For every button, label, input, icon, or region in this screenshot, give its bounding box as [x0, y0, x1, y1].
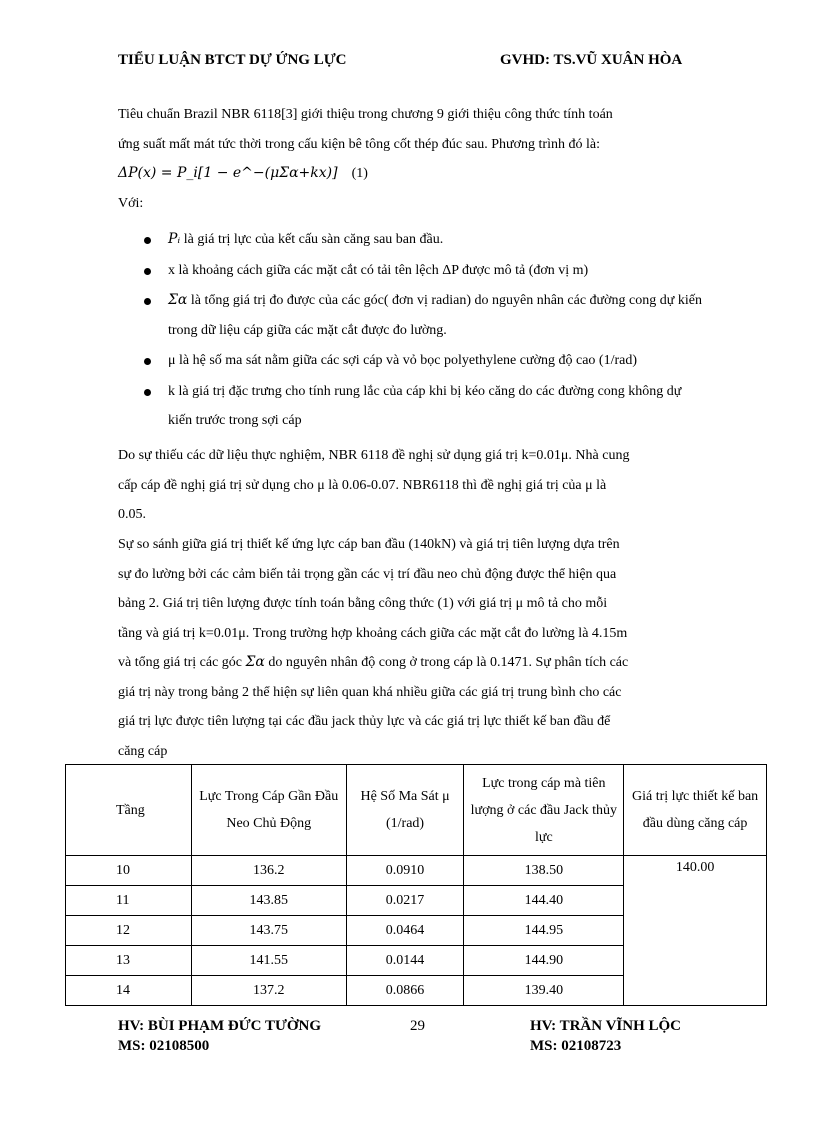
list-item: [118, 377, 708, 436]
para2-line-2: cấp cáp đề nghị giá trị sử dụng cho μ là 0.06-0.07. NBR6118 thì đề nghị giá trị của μ là: [118, 477, 607, 493]
para3-line-7: giá trị lực được tiên lượng tại các đầu jack thủy lực và các giá trị lực thiết kế ban đầu để: [118, 714, 611, 729]
paragraph-2: [118, 441, 708, 530]
cell-force-anchor: 137.2: [191, 976, 346, 1006]
cell-force-anchor: 136.2: [191, 856, 346, 886]
definition-text: là giá trị lực của kết cấu sàn căng sau ban đầu.: [180, 232, 444, 247]
footer-author-1: HV: BÙI PHẠM ĐỨC TƯỜNG: [118, 1018, 322, 1034]
cell-force-anchor: 143.75: [191, 916, 346, 946]
list-item: [118, 346, 708, 376]
column-header: Hệ Số Ma Sát μ (1/rad): [346, 765, 464, 856]
column-header: Giá trị lực thiết kế ban đầu dùng căng cáp: [624, 765, 767, 856]
definition-text: μ là hệ số ma sát nằm giữa các sợi cáp và vỏ bọc polyethylene cường độ cao (1/rad): [168, 353, 637, 368]
table-row: [66, 856, 767, 886]
cell-force-jack: 144.90: [464, 946, 624, 976]
definition-list: [118, 225, 708, 437]
para3-line-5a: và tổng giá trị các góc: [118, 655, 246, 670]
footer-right: [530, 1016, 681, 1056]
cell-force-anchor: 141.55: [191, 946, 346, 976]
table-header-row: [66, 765, 767, 856]
column-header: Lực trong cáp mà tiên lượng ở các đầu Jack thủy lực: [464, 765, 624, 856]
list-item: [118, 286, 708, 345]
bullet-icon: [144, 389, 151, 396]
para3-line-8: căng cáp: [118, 743, 168, 759]
cell-friction: 0.0866: [346, 976, 464, 1006]
column-header: Lực Trong Cáp Gần Đầu Neo Chủ Động: [191, 765, 346, 856]
cell-force-jack: 138.50: [464, 856, 624, 886]
bullet-icon: [144, 237, 151, 244]
cell-friction: 0.0910: [346, 856, 464, 886]
column-header: Tầng: [66, 765, 192, 856]
cell-friction: 0.0144: [346, 946, 464, 976]
header-title: TIỂU LUẬN BTCT DỰ ỨNG LỰC: [118, 52, 347, 68]
cell-floor: 10: [66, 856, 192, 886]
paragraph-3: [118, 530, 708, 766]
bullet-icon: [144, 298, 151, 305]
para3-line-5b: do nguyên nhân độ cong ở trong cáp là 0.1471. Sự phân tích các: [264, 655, 629, 670]
footer-id-2: MS: 02108723: [530, 1038, 622, 1054]
cell-floor: 11: [66, 886, 192, 916]
formula-line: [118, 159, 708, 189]
para3-line-5: [118, 648, 708, 678]
intro-line-2: ứng suất mất mát tức thời trong cấu kiện bê tông cốt thép đúc sau. Phương trình đó là:: [118, 136, 600, 152]
cell-force-jack: 144.95: [464, 916, 624, 946]
para3-line-2: sự đo lường bởi các cảm biến tải trọng gần các vị trí đầu neo chủ động được thể hiện qua: [118, 566, 617, 582]
force-table: [65, 764, 767, 1006]
para3-line-1: Sự so sánh giữa giá trị thiết kế ứng lực cáp ban đầu (140kN) và giá trị tiên lượng dựa trên: [118, 537, 620, 552]
cell-friction: 0.0464: [346, 916, 464, 946]
bullet-icon: [144, 358, 151, 365]
list-item: [118, 225, 708, 255]
symbol: Σα: [245, 654, 265, 670]
cell-force-jack: 139.40: [464, 976, 624, 1006]
with-label: Với:: [118, 195, 144, 211]
definition-text: k là giá trị đặc trưng cho tính rung lắc của cáp khi bị kéo căng do các đường cong không dự kiến trước trong sợi cáp: [168, 383, 682, 428]
cell-friction: 0.0217: [346, 886, 464, 916]
cell-floor: 14: [66, 976, 192, 1006]
list-item: [118, 256, 708, 286]
cell-force-jack: 144.40: [464, 886, 624, 916]
cell-design-value: 140.00: [624, 856, 767, 1006]
footer-id-1: MS: 02108500: [118, 1038, 210, 1054]
para3-line-6: giá trị này trong bảng 2 thể hiện sự liên quan khá nhiều giữa các giá trị trung bình cho các: [118, 684, 622, 700]
header-advisor: GVHD: TS.VŨ XUÂN HÒA: [500, 52, 683, 68]
para3-line-3: bảng 2. Giá trị tiên lượng được tính toán bằng công thức (1) với giá trị μ mô tả cho mỗi: [118, 596, 608, 611]
footer-left: [118, 1016, 321, 1056]
para3-line-4: tầng và giá trị k=0.01μ. Trong trường hợp khoảng cách giữa các mặt cắt đo lường là 4.15m: [118, 625, 628, 641]
formula-number: (1): [351, 166, 368, 181]
para2-line-1: Do sự thiếu các dữ liệu thực nghiệm, NBR 6118 đề nghị sử dụng giá trị k=0.01μ. Nhà cung: [118, 448, 630, 463]
cell-floor: 13: [66, 946, 192, 976]
footer-author-2: HV: TRẦN VĨNH LỘC: [530, 1018, 682, 1034]
formula: ΔP(x) = P_i[1 − e^−(μΣα+kx)]: [118, 165, 338, 181]
definition-text: là tổng giá trị đo được của các góc( đơn vị radian) do nguyên nhân các đường cong dự kiến trong dữ liệu cáp giữa các mặt cắt được đo lường.: [168, 293, 702, 338]
definition-text: x là khoảng cách giữa các mặt cắt có tải tên lệch ΔP được mô tả (đơn vị m): [168, 262, 589, 278]
cell-floor: 12: [66, 916, 192, 946]
symbol: Σα: [168, 292, 188, 308]
page-number: 29: [410, 1018, 425, 1034]
intro-paragraph: [118, 100, 708, 218]
symbol: Pᵢ: [168, 231, 181, 247]
bullet-icon: [144, 268, 151, 275]
intro-line-1: Tiêu chuẩn Brazil NBR 6118[3] giới thiệu trong chương 9 giới thiệu công thức tính toán: [118, 107, 613, 122]
cell-force-anchor: 143.85: [191, 886, 346, 916]
para2-line-3: 0.05.: [118, 507, 146, 522]
